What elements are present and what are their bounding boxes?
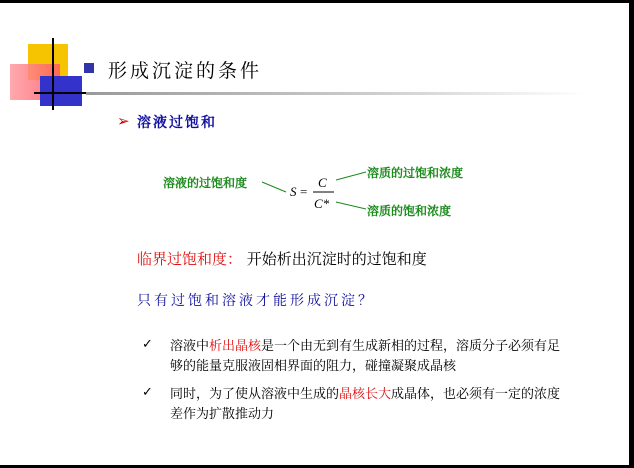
check-icon: ✓ — [142, 385, 153, 400]
bullet-1-highlight: 析出晶核 — [209, 339, 262, 354]
bullet-item-2 — [170, 385, 570, 425]
bullet-2-post: 成晶体，也必须有一定的浓度差作为扩散推动力 — [170, 387, 561, 422]
formula-lhs: S — [290, 184, 297, 199]
critical-term: 临界过饱和度： — [137, 250, 243, 268]
bullet-item-1 — [170, 337, 570, 377]
critical-definition: 开始析出沉淀时的过饱和度 — [246, 250, 427, 268]
critical-supersaturation — [137, 248, 427, 269]
bullet-2-pre: 同时，为了使从溶液中生成的 — [170, 387, 340, 402]
bullet-2-highlight: 晶核长大 — [339, 387, 392, 402]
slide-title: 形成沉淀的条件 — [108, 60, 263, 82]
bullet-1-post: 是一个由无到有生成新相的过程，溶质分子必须有足够的能量克服液固相界面的阻力，碰撞凝聚成晶核 — [170, 339, 561, 374]
connector-top — [336, 172, 366, 180]
formula-denominator: C* — [314, 196, 330, 211]
formula-equals: = — [300, 184, 308, 199]
arrow-bullet-icon: ➢ — [117, 112, 130, 130]
bullet-1-pre: 溶液中 — [170, 339, 210, 354]
connector-left — [262, 182, 286, 192]
formula-numerator-label: 溶质的过饱和浓度 — [367, 166, 464, 180]
question-text: 只有过饱和溶液才能形成沉淀？ — [137, 293, 375, 309]
formula-denominator-label: 溶质的饱和浓度 — [367, 204, 452, 218]
formula-left-label: 溶液的过饱和度 — [163, 176, 248, 190]
connector-bottom — [336, 202, 366, 209]
check-icon: ✓ — [142, 337, 153, 352]
formula-numerator: C — [318, 175, 327, 190]
subtitle: 溶液过饱和 — [137, 115, 217, 131]
